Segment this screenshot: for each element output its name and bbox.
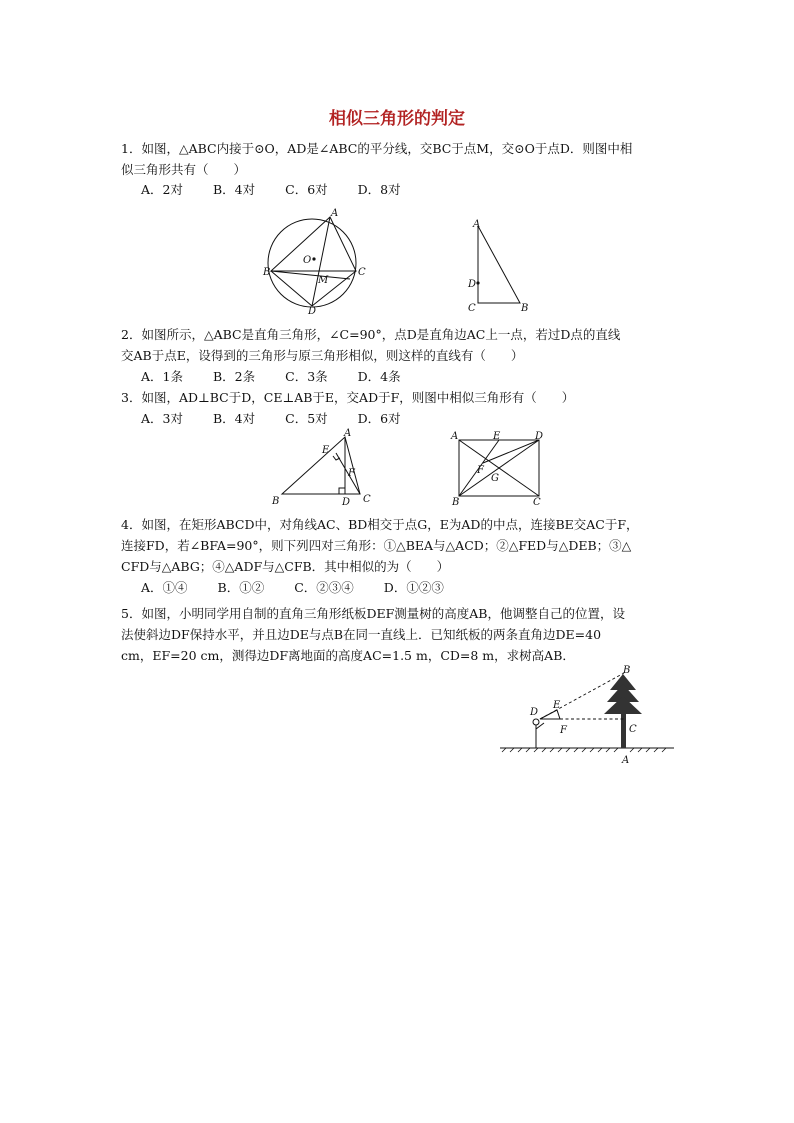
label-a: A (473, 219, 481, 230)
label-f: F (348, 468, 355, 479)
option-c: C．3条 (285, 369, 328, 384)
option-a: A．3对 (141, 411, 183, 426)
question-4-line-1: 4．如图，在矩形ABCD中，对角线AC、BD相交于点G，E为AD的中点，连接BE交AC于F， (121, 517, 639, 532)
option-a: A．1条 (141, 369, 183, 384)
label-b: B (521, 303, 529, 314)
label-b: B (272, 496, 280, 507)
label-b: B (452, 497, 460, 508)
triangle-abc (282, 437, 360, 494)
label-e: E (322, 445, 330, 456)
label-e: E (493, 431, 501, 442)
option-d: D．8对 (357, 182, 401, 197)
label-b: B (263, 267, 271, 278)
question-1-text (121, 138, 681, 180)
question-1-line-1: 1．如图，△ABC内接于⊙O，AD是∠ABC的平分线，交BC于点M，交⊙O于点D．则图中相 (121, 141, 633, 156)
label-c: C (363, 494, 371, 505)
label-a: A (451, 431, 459, 442)
label-c: C (533, 497, 541, 508)
option-d: D．4条 (357, 369, 401, 384)
question-4-rectangle-figure (448, 428, 552, 512)
label-d: D (468, 279, 477, 290)
question-5-line-3: cm，EF=20 cm，测得边DF离地面的高度AC=1.5 m，CD=8 m，求树高AB． (121, 648, 575, 663)
question-2-line-2: 交AB于点E，设得到的三角形与原三角形相似，则这样的直线有（ ） (121, 348, 524, 363)
label-d: D (342, 497, 351, 508)
option-b: B．①② (217, 580, 265, 595)
label-m: M (318, 275, 329, 286)
label-a: A (331, 208, 339, 219)
label-d: D (535, 431, 544, 442)
label-c: C (358, 267, 366, 278)
option-c: C．6对 (285, 182, 328, 197)
label-o: O (303, 255, 312, 266)
question-1-circle-figure (260, 208, 380, 318)
label-g: G (491, 473, 499, 484)
question-2-line-1: 2．如图所示，△ABC是直角三角形，∠C=90°，点D是直角边AC上一点，若过D点的直线 (121, 327, 621, 342)
ground-hatch (502, 748, 666, 752)
question-2-options (141, 367, 431, 387)
point-d (476, 281, 479, 284)
triangle-board-def (540, 710, 560, 719)
triangle-acb (478, 226, 520, 303)
question-3-line-1: 3．如图，AD⊥BC于D，CE⊥AB于E，交AD于F，则图中相似三角形有（ ） (121, 390, 575, 405)
label-c: C (629, 724, 637, 735)
label-a: A (622, 755, 630, 766)
option-c: C．②③④ (294, 580, 354, 595)
question-5-tree-figure (496, 662, 676, 766)
question-5-text (121, 603, 681, 666)
question-1-options (141, 180, 431, 200)
label-d: D (308, 306, 317, 317)
tree-crown-bottom (604, 696, 642, 714)
question-2-text (121, 324, 681, 366)
label-f: F (477, 465, 484, 476)
question-4-line-3: CFD与△ABG；④△ADF与△CFB．其中相似的为（ ） (121, 559, 450, 574)
segment-bm (271, 271, 350, 279)
option-d: D．①②③ (383, 580, 444, 595)
option-d: D．6对 (357, 411, 401, 426)
label-f: F (560, 725, 567, 736)
question-5-line-2: 法使斜边DF保持水平，并且边DE与点B在同一直线上．已知纸板的两条直角边DE=40 (121, 627, 602, 642)
label-b: B (623, 665, 631, 676)
option-a: A．①④ (141, 580, 188, 595)
question-3-options (141, 409, 431, 429)
option-b: B．4对 (212, 182, 256, 197)
label-c: C (468, 303, 476, 314)
question-3-triangle-figure (268, 427, 378, 511)
label-d: D (530, 707, 539, 718)
question-1-line-2: 似三角形共有（ ） (121, 162, 247, 177)
page-title: 相似三角形的判定 (329, 109, 465, 129)
option-c: C．5对 (285, 411, 328, 426)
segment-bd (271, 271, 312, 306)
question-3-text (121, 387, 681, 408)
question-4-text (121, 514, 681, 577)
option-b: B．2条 (212, 369, 256, 384)
center-point (312, 257, 315, 260)
question-4-options (141, 578, 474, 598)
question-4-line-2: 连接FD，若∠BFA=90°，则下列四对三角形：①△BEA与△ACD；②△FED与△DEB；③△ (121, 538, 632, 553)
option-b: B．4对 (212, 411, 256, 426)
triangle-abc (271, 217, 356, 271)
option-a: A．2对 (141, 182, 183, 197)
person-head (533, 719, 539, 725)
person-arm (536, 723, 544, 729)
label-e: E (553, 700, 561, 711)
question-5-line-1: 5．如图，小明同学用自制的直角三角形纸板DEF测量树的高度AB，他调整自己的位置，设 (121, 606, 625, 621)
circle-o (268, 219, 356, 307)
question-2-right-triangle-figure (465, 218, 535, 314)
right-angle-d (339, 488, 345, 494)
right-angle-e (333, 456, 340, 460)
label-a: A (344, 428, 352, 439)
